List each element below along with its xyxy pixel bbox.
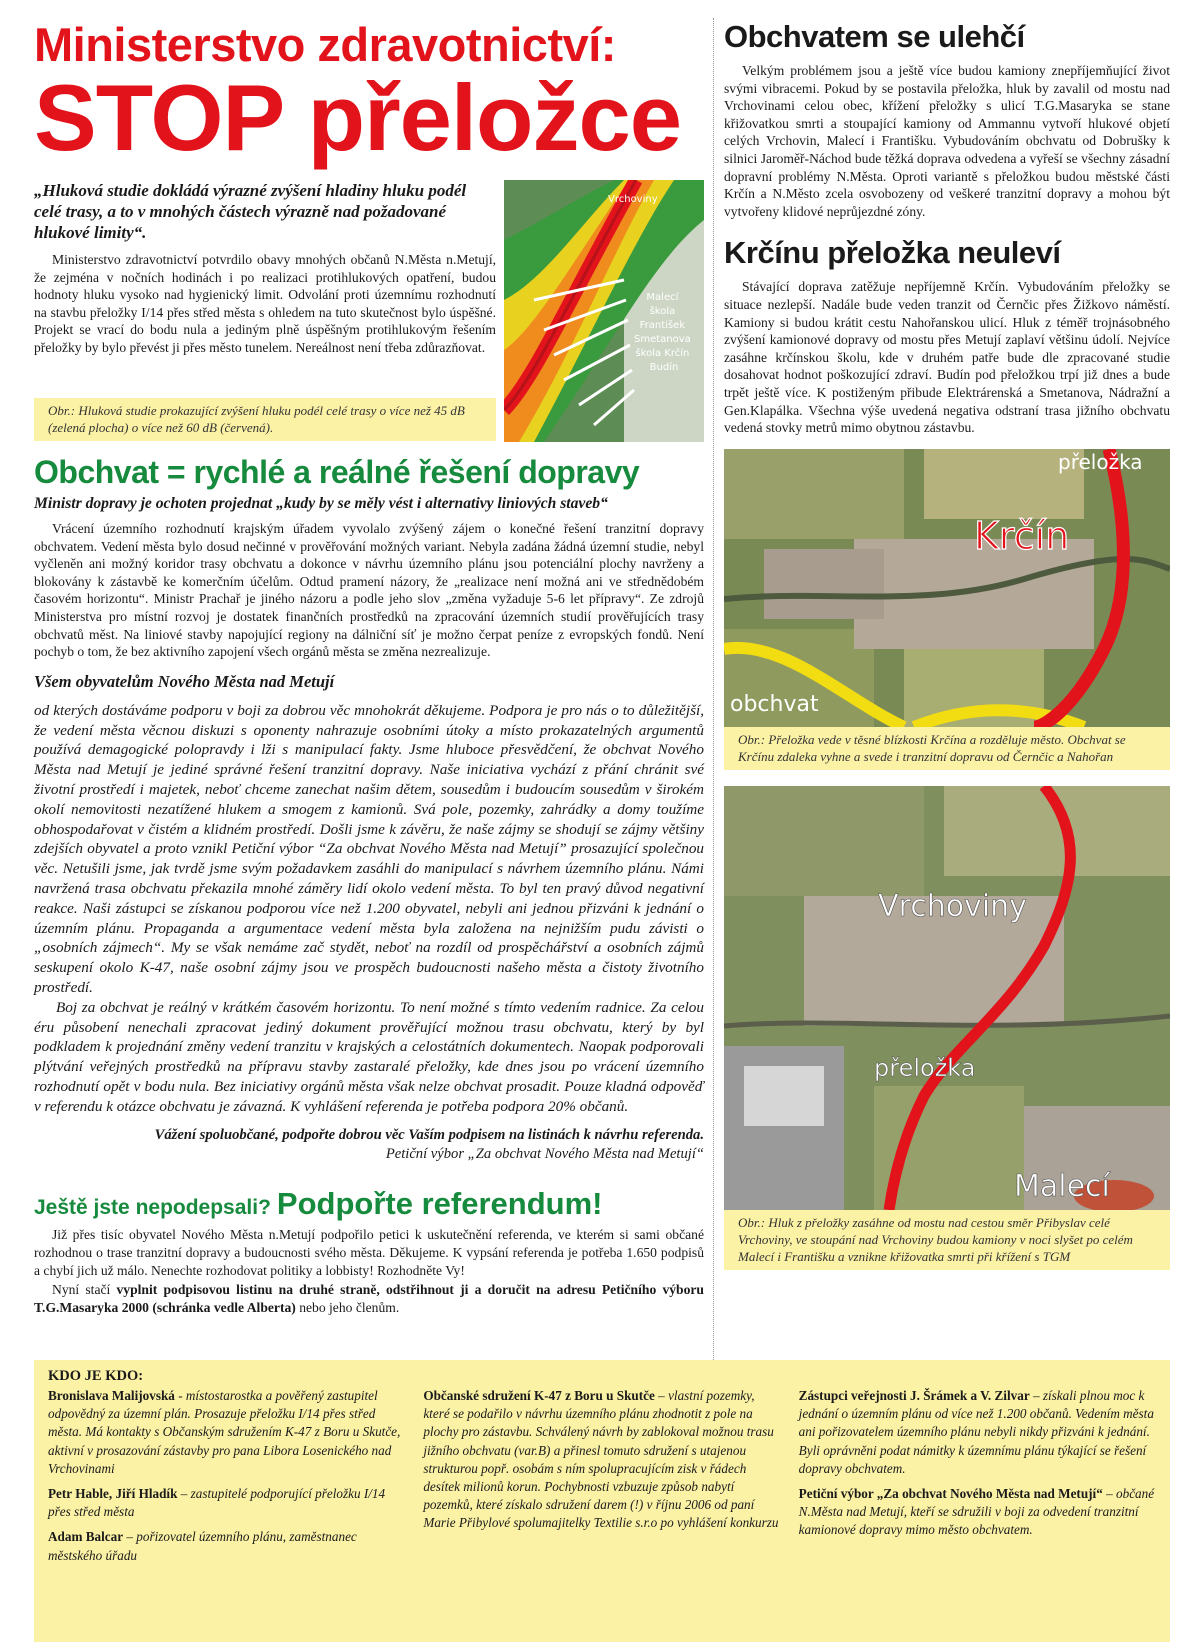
krcin-photo-label-left: obchvat	[730, 691, 819, 717]
noise-map-image	[504, 180, 704, 442]
map-label-6: Budín	[649, 362, 679, 373]
who-entry-text: – vlastní pozemky, které se podařilo v návrhu územního plánu zhodnotit z pole na plochy pro zástavbu. Schválený návrh by zablokoval možnou trasu jižního obchvatu (var.B) a přinesl tomuto sdružení s utajenou strukturou popř. osobám s ním spolupracujícím zisk v řádech desítek milionů korun. Pochybnosti vzbuzuje způsob nabytí pozemků, které získalo sdružení darem (!) v říjnu 2006 od paní Marie Přibylové spolumajitelky Textilie s.r.o po vyhlášení konkurzu	[423, 1388, 779, 1531]
column-divider	[713, 18, 714, 1418]
map-label-3: František	[639, 320, 686, 331]
referendum-para1: Již přes tisíc obyvatel Nového Města n.Metují podpořilo petici k uskutečnění referenda, ve kterém si sami občané rozhodnou o trase tranzitní dopravy a budoucnosti svého města. Děkujeme. K vypsání referenda je potřeba 1.650 podpisů a chybí jich už málo. Nenechte rozhodovat politiky a lobbisty! Rozhodněte Vy!	[34, 1227, 704, 1278]
krcin-photo-image	[724, 449, 1170, 727]
referendum-heading	[34, 1186, 704, 1222]
map-label-2: škola	[649, 306, 676, 317]
right-column	[724, 18, 1170, 1270]
noise-study-block	[34, 180, 704, 442]
who-entry	[48, 1485, 405, 1521]
who-entry-text: – zastupitelé podporující přeložku I/14 přes střed města	[48, 1486, 386, 1520]
obchvat-heading: Obchvat = rychlé a reálné řešení dopravy	[34, 454, 640, 490]
vrchoviny-aerial-photo	[724, 786, 1170, 1210]
vrchoviny-photo-image	[724, 786, 1170, 1210]
referendum-heading-big: Podpořte referendum!	[276, 1186, 603, 1222]
who-entry-name: Petr Hable, Jiří Hladík	[48, 1486, 178, 1502]
who-entry	[799, 1387, 1156, 1478]
noise-study-map	[504, 180, 704, 442]
letter-appeal: Vážení spoluobčané, podpořte dobrou věc Vaším podpisem na listinách k návrhu referenda.	[154, 1127, 704, 1144]
who-entry-text: – pořizovatel územního plánu, zaměstnanec městského úřadu	[48, 1529, 357, 1563]
referendum-para2	[34, 1281, 704, 1316]
krcin-heading: Krčínu přeložka neuleví	[724, 235, 1061, 271]
ulehci-body: Velkým problémem jsou a ještě více budou kamiony znepříjemňující život svými vibracemi. Pokud by se postavila přeložka, hluk by zavalil od mostu nad Vrchovinami celou obec, křížení přeložky s ulicí T.G.Masaryka se stane křižovatkou smrti a stoupající kamiony od Ammannu vytvoří hlukové objetí celých Vrchovin, Malecí i Františku. Vybudováním obchvatu od Dobrušky k silnici Jaroměř-Náchod bude těžká doprava odvedena a vyřeší se všechny zásadní dopravní problémy N.Města. Oproti variantě s přeložkou budou městské části Krčín a N.Město zcela osvobozeny od veškeré tranzitní dopravy a mohou být vytvořeny klidové neprůjezdné zóny.	[724, 63, 1170, 219]
obchvat-subheading: Ministr dopravy je ochoten projednat „kudy by se měly vést i alternativy liniových staveb“	[34, 495, 608, 512]
letter-para1: od kterých dostáváme podporu v boji za dobrou věc mnohokrát děkujeme. Podpora je pro nás o to důležitější, že vedení města věcnou diskuzi s oponenty nahrazuje osobními útoky a místo prokazatelných argumentů používá demagogické polopravdy i lži s manipulací fakty. Jsme hluboce přesvědčení, že obchvat Nového Města nad Metují je jediné správné řešení tranzitní dopravy. Naše iniciativa vychází z přání chránit své životní prostředí i majetek, neboť chceme zanechat našim dětem, sousedům i budoucím sousedům v širokém okolí nemovitosti nezatížené hlukem a smogem z kamionů. Svá pole, pozemky, zahrádky a domy toužíme obhospodařovat v čistém a klidném prostředí. Došli jsme k závěru, že naše zájmy se shodují se zájmy většiny zdejších obyvatel a proto vznikl Petiční výbor “Za obchvat Nového Města nad Metují” prosazující společnou věc. Netušili jsme, jak tvrdě jsme svým požadavkem zasáhli do manipulací s návrhem územního plánu. Námi navržená trasa obchvatu překazila mnohé záměry lidí okolo vedení města. To byl ten pravý důvod negativní reakce. Naši zástupci se získanou podporou více než 1.200 obyvatel, nebyli ani jednou přizváni k jednání o územním plánu. Propaganda a argumentace vedení města byla založena na nejnižším pudu závisti o „osobních zájmech“. My se však nemáme zač stydět, neboť na rozdíl od prospěchářství a osobních zájmů seskupení okolo K-47, naše osobní zájmy jsou ve prospěch budoucnosti našeho města a čistoty životního prostředí.	[34, 701, 704, 996]
who-is-who-col1	[48, 1387, 405, 1572]
krcin-caption: Obr.: Přeložka vede v těsné blízkosti Krčína a rozděluje město. Obchvat se Krčínu zdaleka vyhne a svede i tranzitní dopravu od Černčic a Nahořan	[724, 727, 1170, 770]
who-entry-text: – občané N.Města nad Metují, kteří se sdružili v boji za odvedení tranzitní kamionové dopravy mimo město obchvatem.	[798, 1486, 1155, 1538]
who-entry-text: – získali plnou moc k jednání o územním plánu od více než 1.200 občanů. Vedením města ani pořizovatelem územního plánu nebyli nikdy přizváni k jednání. Byli oprávněni podat námitky k územnímu plánu týkající se řešení dopravy obchvatem.	[798, 1388, 1154, 1476]
referendum-para2-bold: vyplnit podpisovou listinu na druhé straně, odstřihnout ji a doručit na adresu Petičního výboru T.G.Masaryka 2000 (schránka vedle Alberta)	[34, 1282, 704, 1315]
letter-signature: Petiční výbor „Za obchvat Nového Města nad Metují“	[385, 1146, 704, 1163]
who-entry-name: Adam Balcar	[48, 1529, 124, 1545]
who-entry-name: Bronislava Malijovská	[48, 1388, 175, 1403]
who-entry-name: Zástupci veřejnosti J. Šrámek a V. Zilvar	[798, 1388, 1030, 1403]
noise-lead: „Hluková studie dokládá výrazné zvýšení hladiny hluku podél celé trasy, a to v mnohých částech výrazně nad požadované hlukové limity“.	[34, 181, 467, 242]
letter-text	[34, 701, 704, 1117]
who-is-who-columns	[48, 1387, 1156, 1572]
krcin-aerial-photo	[724, 449, 1170, 727]
krcin-body: Stávající doprava zatěžuje nepříjemně Krčín. Vybudováním přeložky se situace nezlepší. Nadále bude veden tranzit od Černčic přes Žižkovo náměstí. Kamiony si budou krátit cestu Nahořanskou ulicí. Hluk z téměř trojnásobného zvýšení kamionové dopravy od mostu přes Metují zaplaví většinu údolí. Nejvíce zasáhne krčínskou školu, kde v druhém patře bude dle zpracované studie dosahovat hodnot poškozující zdraví. Budín pod přeložkou trpí již dnes a bude trpět ještě více. K postiženým přibude Elektrárenská a Smetanova, Nádražní a Gen.Klapálka. Všechna výše uvedená negativa odstraní trasa jižního obchvatu vedená stovky metrů mimo obytnou zástavbu.	[724, 279, 1170, 436]
letter-signoff	[34, 1126, 704, 1164]
who-entry-name: Občanské sdružení K-47 z Boru u Skutče	[423, 1388, 655, 1403]
map-label-top: Vrchoviny	[608, 194, 658, 205]
noise-body: Ministerstvo zdravotnictví potvrdilo obavy mnohých občanů N.Města n.Metují, že zejména v nočních hodinách i po realizaci protihlukových opatření, budou hodnoty hluku vysoko nad hygienický limit. Odvolání proti územnímu rozhodnutí na stavbu přeložky I/14 přes střed města s ohledem na tuto skutečnost bylo úspěšné. Projekt se vrací do bodu nula a jediným plně úspěšným protihlukovým řešením přeložky by bylo převést ji přes město tunelem. Nereálnost není třeba zdůrazňovat.	[34, 252, 496, 355]
ulehci-heading: Obchvatem se ulehčí	[724, 19, 1025, 54]
who-is-who-col2	[423, 1387, 780, 1572]
who-is-who-col3	[799, 1387, 1156, 1572]
main-title-line1: Ministerstvo zdravotnictví:	[34, 18, 616, 71]
obchvat-body: Vrácení územního rozhodnutí krajským úřadem vyvolalo zvýšený zájem o konečné řešení tranzitní dopravy obchvatem. Vedení města bylo dosud nečinné v prověřování možných variant. Nebyla zadána žádná územní studie, nebyl vyčleněn ani možný koridor trasy obchvatu a dokonce v návrhu územního plánu jsou potenciální plochy navrženy a blokovány k zástavbě ke komerčním účelům. Odtud pramení názory, že „realizace není možná ani ve střednědobém časovém horizontu“. Ministr Prachař je jiného názoru a podle jeho slov „změna vyžaduje 5-6 let přípravy“. Ze zdrojů Ministerstva pro místní rozvoj je dostatek finančních prostředků na zpracování územních studií prověřujících trasy obchvatů měst. Na liniové stavby napojující regiony na dálniční síť je možno čerpat peníze z evropských fondů. Není pochyb o tom, že bez aktivního zapojení všech orgánů města se změna nezrealizuje.	[34, 521, 704, 660]
vrchoviny-photo-label-lower: přeložka	[874, 1053, 976, 1082]
referendum-para2-end: nebo jeho členům.	[295, 1299, 400, 1315]
vrchoviny-photo-label-bottom: Malecí	[1014, 1168, 1110, 1204]
who-is-who-title: KDO JE KDO:	[48, 1368, 144, 1384]
left-column	[34, 18, 704, 1316]
letter-heading: Všem obyvatelům Nového Města nad Metují	[34, 671, 335, 691]
who-entry	[799, 1485, 1156, 1540]
krcin-photo-label-top: přeložka	[1058, 449, 1143, 474]
referendum-text	[34, 1226, 704, 1316]
noise-study-text	[34, 180, 496, 357]
referendum-para2-start: Nyní stačí	[52, 1282, 117, 1298]
noise-caption: Obr.: Hluková studie prokazující zvýšení hluku podél celé trasy o více než 45 dB (zelená plocha) o více než 60 dB (červená).	[34, 398, 496, 441]
map-label-4: Smetanova	[634, 334, 691, 345]
main-title-line2: STOP přeložce	[34, 65, 682, 170]
who-entry-text: - místostarostka a pověřený zastupitel odpovědný za územní plán. Prosazuje přeložku I/14 přes střed města. Má kontakty s Občanským sdružením K-47 z Boru u Skutče, aktivní v prosazování zástavby pro pana Libora Losenického nad Vrchovinami	[48, 1388, 401, 1476]
map-label-5: škola Krčín	[635, 348, 690, 359]
krcin-photo-label-center: Krčín	[974, 513, 1070, 558]
map-label-1: Malecí	[646, 292, 679, 303]
vrchoviny-photo-label-center: Vrchoviny	[878, 888, 1027, 924]
who-entry	[48, 1528, 405, 1564]
who-is-who-box	[34, 1360, 1170, 1642]
who-entry-name: Petiční výbor „Za obchvat Nového Města nad Metují“	[798, 1486, 1103, 1502]
who-entry	[423, 1387, 780, 1533]
vrchoviny-caption: Obr.: Hluk z přeložky zasáhne od mostu nad cestou směr Přibyslav celé Vrchoviny, ve stoupání nad Vrchoviny budou kamiony v noci slyšet po celém Malecí i Františku a vznikne křižovatka smrti při křížení s TGM	[724, 1210, 1170, 1270]
referendum-heading-small: Ještě jste nepodepsali?	[34, 1196, 271, 1220]
who-entry	[48, 1387, 405, 1478]
letter-para2: Boj za obchvat je reálný v krátkém časovém horizontu. To není možné s tímto vedením radnice. Za celou éru působení nenechali zpracovat jediný dokument prověřující možnou trasu obchvatu, který by byl podkladem k projednání změny vedení tranzitu v krajských a celostátních dokumentech. Naopak podporovali plýtvání veřejných prostředků na přípravu stavby zastaralé přeložky, kde dnes jsou po vrácení územního rozhodnutí opět v bodu nula. Bez iniciativy orgánů města však nelze obchvat prosadit. Pouze kladná odpověď v referendu k otázce obchvatu je závazná. K vyhlášení referenda je potřeba podpora 20% občanů.	[34, 998, 704, 1115]
